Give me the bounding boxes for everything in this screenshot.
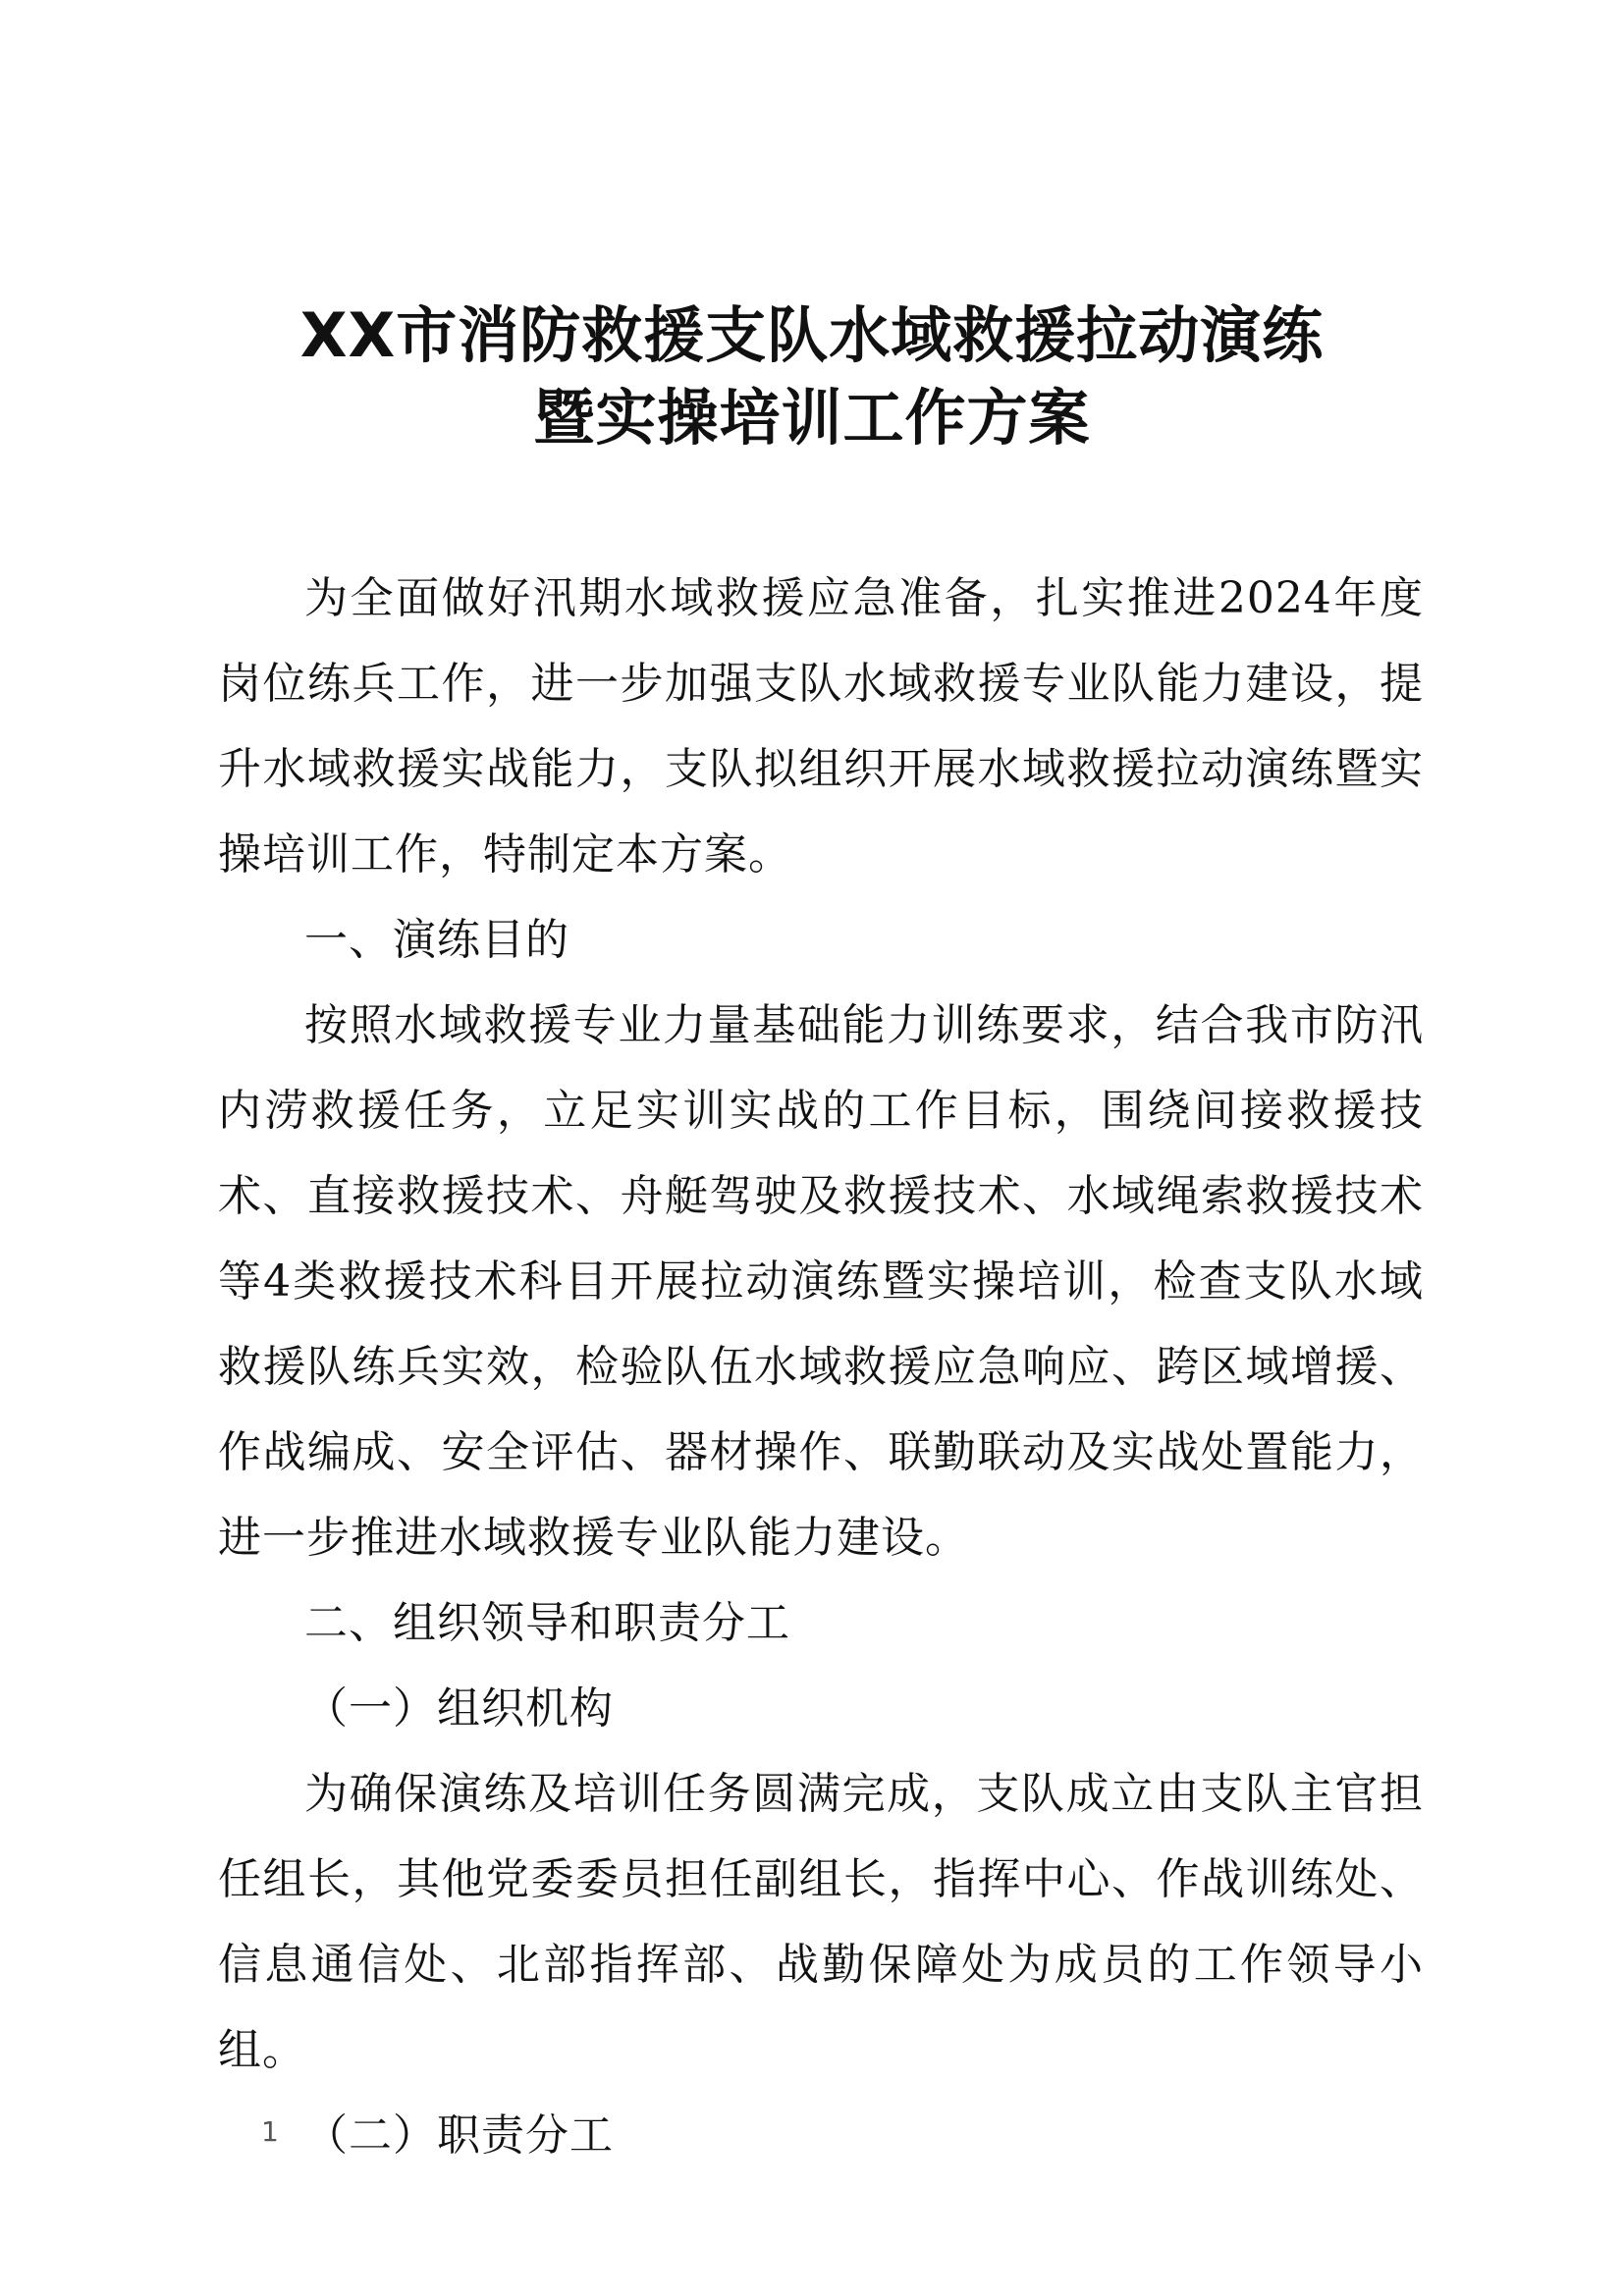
title-line-1: XX市消防救援支队水域救援拉动演练	[299, 299, 1325, 371]
document-title	[0, 294, 1624, 459]
subsection-2-heading: （二）职责分工	[304, 2110, 614, 2161]
section-1-heading: 一、演练目的	[304, 915, 569, 965]
section-2-heading: 二、组织领导和职责分工	[304, 1598, 790, 1648]
title-line-2: 暨实操培训工作方案	[533, 382, 1091, 454]
page-number: 1	[261, 2115, 279, 2148]
subsection-1-heading: （一）组织机构	[304, 1683, 614, 1734]
section-1-paragraph: 按照水域救援专业力量基础能力训练要求，结合我市防汛内涝救援任务，立足实训实战的工作目标，围绕间接救援技术、直接救援技术、舟艇驾驶及救援技术、水域绳索救援技术等4类救援技术科目开展拉动演练暨实操培训，检查支队水域救援队练兵实效，检验队伍水域救援应急响应、跨区域增援、作战编成、安全评估、器材操作、联勤联动及实战处置能力，进一步推进水域救援专业队能力建设。	[218, 1000, 1424, 1563]
intro-paragraph: 为全面做好汛期水域救援应急准备，扎实推进2024年度岗位练兵工作，进一步加强支队水域救援专业队能力建设，提升水域救援实战能力，支队拟组织开展水域救援拉动演练暨实操培训工作，特制定本方案。	[218, 573, 1424, 880]
document-body	[218, 556, 1424, 2178]
subsection-1-paragraph: 为确保演练及培训任务圆满完成，支队成立由支队主官担任组长，其他党委委员担任副组长，指挥中心、作战训练处、信息通信处、北部指挥部、战勤保障处为成员的工作领导小组。	[218, 1769, 1424, 2075]
